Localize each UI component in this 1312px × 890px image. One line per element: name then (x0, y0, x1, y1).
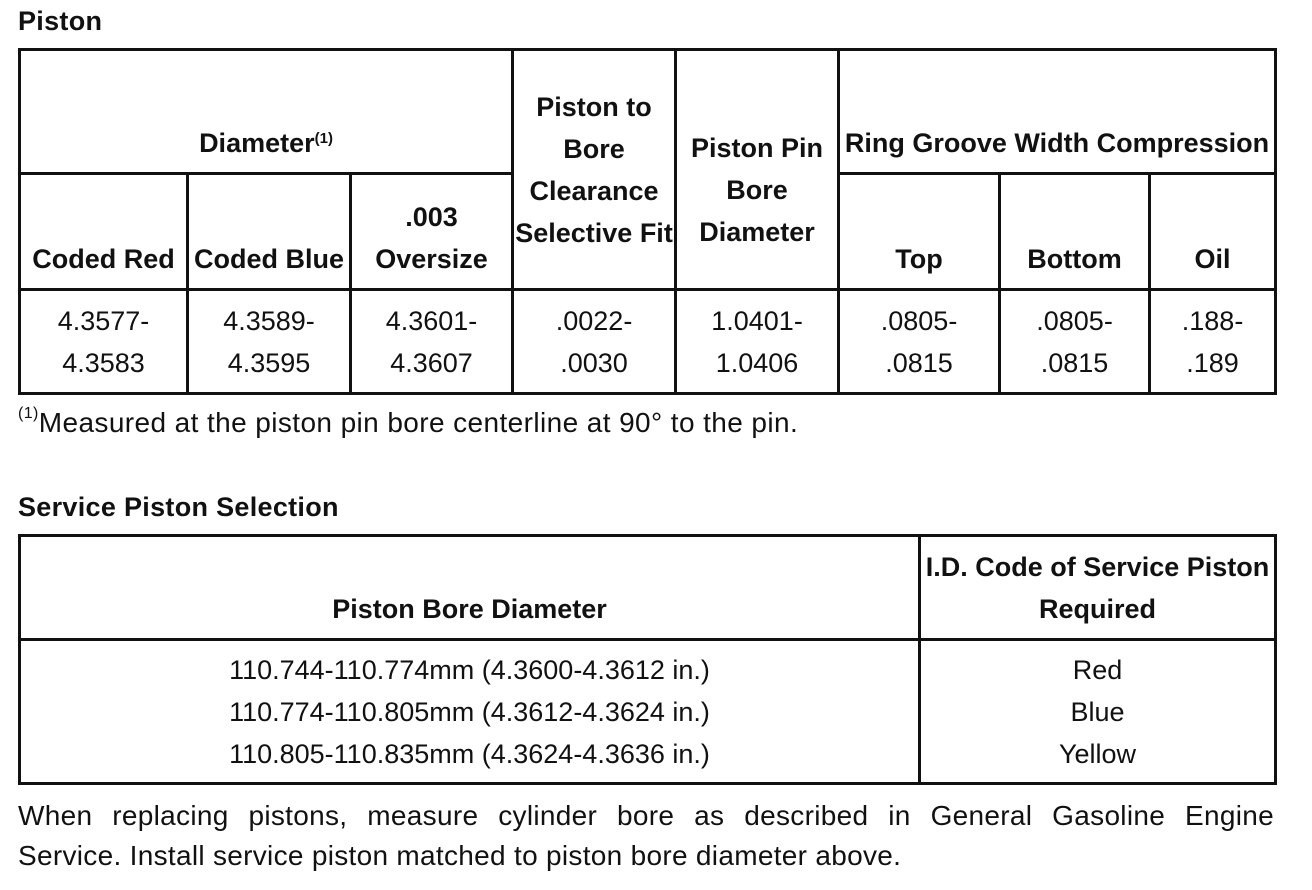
oil-value: .188- .189 (1150, 290, 1276, 394)
top-header: Top (839, 174, 1000, 290)
coded-blue-header: Coded Blue (188, 174, 351, 290)
replacement-note (18, 796, 1274, 876)
table-row (20, 290, 1276, 394)
coded-blue-value: 4.3589- 4.3595 (188, 290, 351, 394)
piston-spec-table (18, 48, 1277, 395)
list-item: 110.744-110.774mm (4.3600-4.3612 in.) (229, 654, 710, 685)
coded-red-header: Coded Red (20, 174, 188, 290)
pin-bore-header: Piston Pin Bore Diameter (676, 50, 839, 290)
id-code-header: I.D. Code of Service Piston Required (920, 536, 1276, 640)
footnote-ref: (1) (18, 405, 39, 422)
diameter-header-label: Diameter (199, 128, 315, 158)
list-item: Yellow (1058, 738, 1137, 769)
coded-red-value: 4.3577- 4.3583 (20, 290, 188, 394)
clearance-value: .0022- .0030 (513, 290, 676, 394)
oversize-header: .003 Oversize (351, 174, 513, 290)
bore-diameter-header: Piston Bore Diameter (20, 536, 920, 640)
list-item: 110.805-110.835mm (4.3624-4.3636 in.) (229, 738, 710, 769)
piston-footnote (18, 407, 798, 439)
note-line-1: When replacing pistons, measure cylinder bore as described in General Gasoline Engine (18, 800, 1274, 831)
service-section-title: Service Piston Selection (18, 492, 339, 522)
note-line-2: Service. Install service piston matched to piston bore diameter above. (18, 840, 902, 871)
service-piston-table (18, 534, 1277, 785)
top-value: .0805- .0815 (839, 290, 1000, 394)
pin-bore-value: 1.0401- 1.0406 (676, 290, 839, 394)
footnote-text: Measured at the piston pin bore centerline at 90° to the pin. (38, 407, 799, 438)
bottom-header: Bottom (1000, 174, 1150, 290)
bottom-value: .0805- .0815 (1000, 290, 1150, 394)
oversize-value: 4.3601- 4.3607 (351, 290, 513, 394)
id-codes (920, 640, 1276, 784)
diameter-footnote-ref: (1) (314, 130, 333, 147)
list-item: Blue (1070, 696, 1125, 727)
list-item: 110.774-110.805mm (4.3612-4.3624 in.) (229, 696, 710, 727)
ring-groove-header: Ring Groove Width Compression (839, 50, 1276, 174)
diameter-header (20, 50, 513, 174)
list-item: Red (1072, 654, 1123, 685)
piston-section-title: Piston (18, 6, 103, 36)
oil-header: Oil (1150, 174, 1276, 290)
bore-diameter-ranges (20, 640, 920, 784)
clearance-header: Piston to Bore Clearance Selective Fit (513, 50, 676, 290)
